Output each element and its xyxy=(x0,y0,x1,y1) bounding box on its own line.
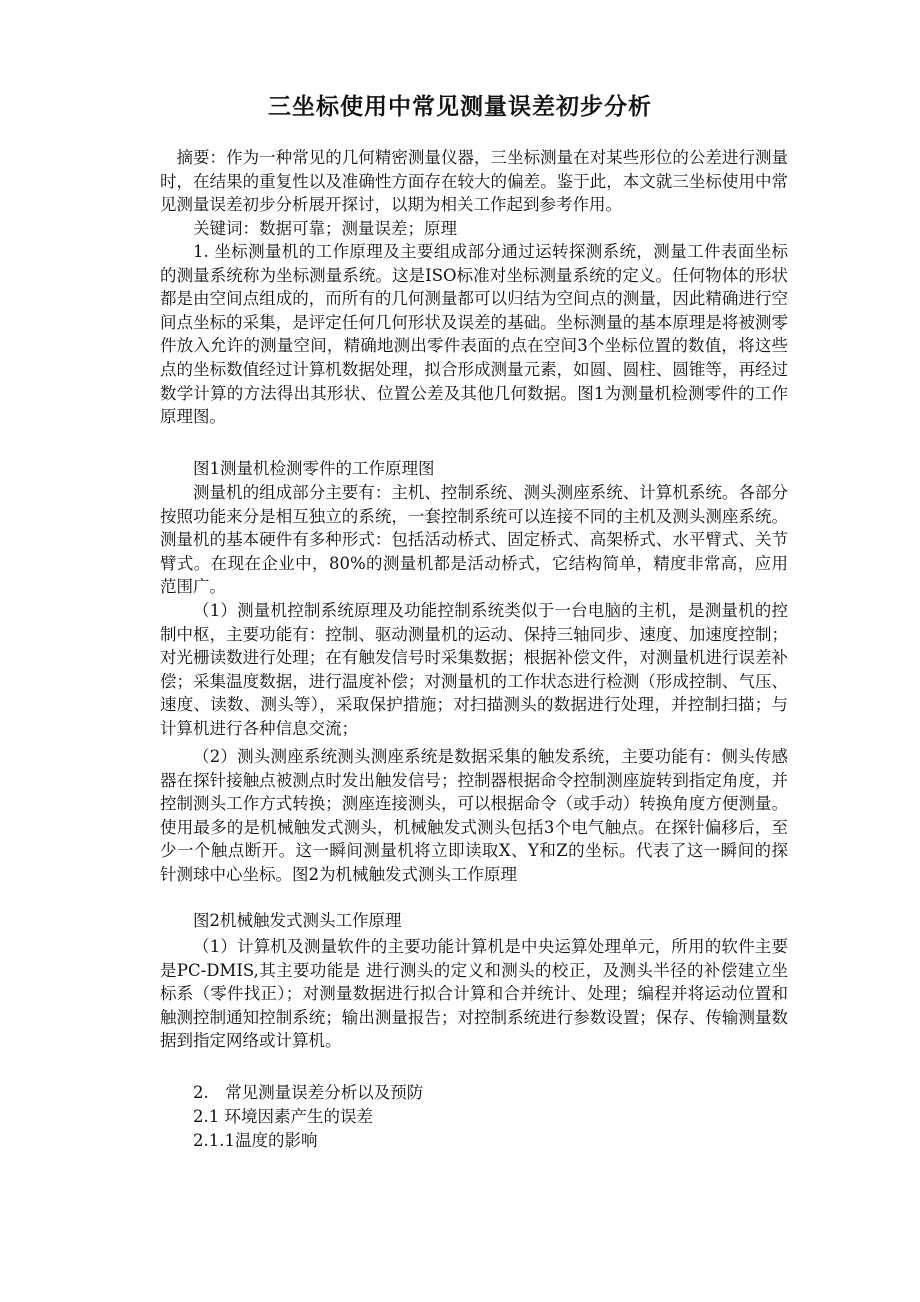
section-2-1-1-heading: 2.1.1温度的影响 xyxy=(193,1131,318,1150)
keywords-line: 关键词：数据可靠；测量误差；原理 xyxy=(193,219,457,238)
control-system-paragraph: （1）测量机控制系统原理及功能控制系统类似于一台电脑的主机，是测量机的控制中枢，主要功能有：控制、驱动测量机的运动、保持三轴同步、速度、加速度控制；对光栅读数进行处理；在有触发信号时采集数据；根据补偿文件，对测量机进行误差补偿；采集温度数据，进行温度补偿；对测量机的工作状态进行检测（形成控制、气压、速度、读数、测头等），采取保护措施；对扫描测头的数据进行处理，并控制扫描；与计算机进行各种信息交流； xyxy=(160,601,788,738)
document-title: 三坐标使用中常见测量误差初步分析 xyxy=(268,94,652,120)
composition-paragraph: 测量机的组成部分主要有：主机、控制系统、测头测座系统、计算机系统。各部分按照功能来分是相互独立的系统，一套控制系统可以连接不同的主机及测头测座系统。测量机的基本硬件有多种形式：包括活动桥式、固定桥式、高架桥式、水平臂式、关节臂式。在现在企业中，80%的测量机都是活动桥式，它结构简单，精度非常高，应用范围广。 xyxy=(160,483,788,597)
figure-1-caption: 图1测量机检测零件的工作原理图 xyxy=(193,459,435,478)
abstract-paragraph: 摘要：作为一种常见的几何精密测量仪器，三坐标测量在对某些形位的公差进行测量时，在结果的重复性以及准确性方面存在较大的偏差。鉴于此，本文就三坐标使用中常见测量误差初步分析展开探讨，以期为相关工作起到参考作用。 xyxy=(160,148,788,215)
section-2-1-heading: 2.1 环境因素产生的误差 xyxy=(193,1107,373,1126)
computer-system-paragraph: （1）计算机及测量软件的主要功能计算机是中央运算处理单元，所用的软件主要是PC-DMIS,其主要功能是 进行测头的定义和测头的校正，及测头半径的补偿建立坐标系（零件找正）；对测量数据进行拟合计算和合并统计、处理；编程并将运动位置和触测控制通知控制系统；输出测量报告；对控制系统进行参数设置；保存、传输测量数据到指定网络或计算机。 xyxy=(160,937,788,1051)
section-2-heading: 2. 常见测量误差分析以及预防 xyxy=(193,1083,424,1102)
figure-2-caption: 图2机械触发式测头工作原理 xyxy=(193,911,402,930)
probe-system-paragraph: （2）测头测座系统测头测座系统是数据采集的触发系统，主要功能有：侧头传感器在探针接触点被测点时发出触发信号；控制器根据命令控制测座旋转到指定角度，并控制测头工作方式转换；测座连接测头，可以根据命令（或手动）转换角度方便测量。使用最多的是机械触发式测头，机械触发式测头包括3个电气触点。在探针偏移后，至少一个触点断开。这一瞬间测量机将立即读取X、Y和Z的坐标。代表了这一瞬间的探针测球中心坐标。图2为机械触发式测头工作原理 xyxy=(160,747,788,884)
section-1-paragraph: 1. 坐标测量机的工作原理及主要组成部分通过运转探测系统，测量工件表面坐标的测量系统称为坐标测量系统。这是ISO标准对坐标测量系统的定义。任何物体的形状都是由空间点组成的，而所有的几何测量都可以归结为空间点的测量，因此精确进行空间点坐标的采集，是评定任何几何形状及误差的基础。坐标测量的基本原理是将被测零件放入允许的测量空间，精确地测出零件表面的点在空间3个坐标位置的数值，将这些点的坐标数值经过计算机数据处理，拟合形成测量元素，如圆、圆柱、圆锥等，再经过数学计算的方法得出其形状、位置公差及其他几何数据。图1为测量机检测零件的工作原理图。 xyxy=(160,242,788,427)
